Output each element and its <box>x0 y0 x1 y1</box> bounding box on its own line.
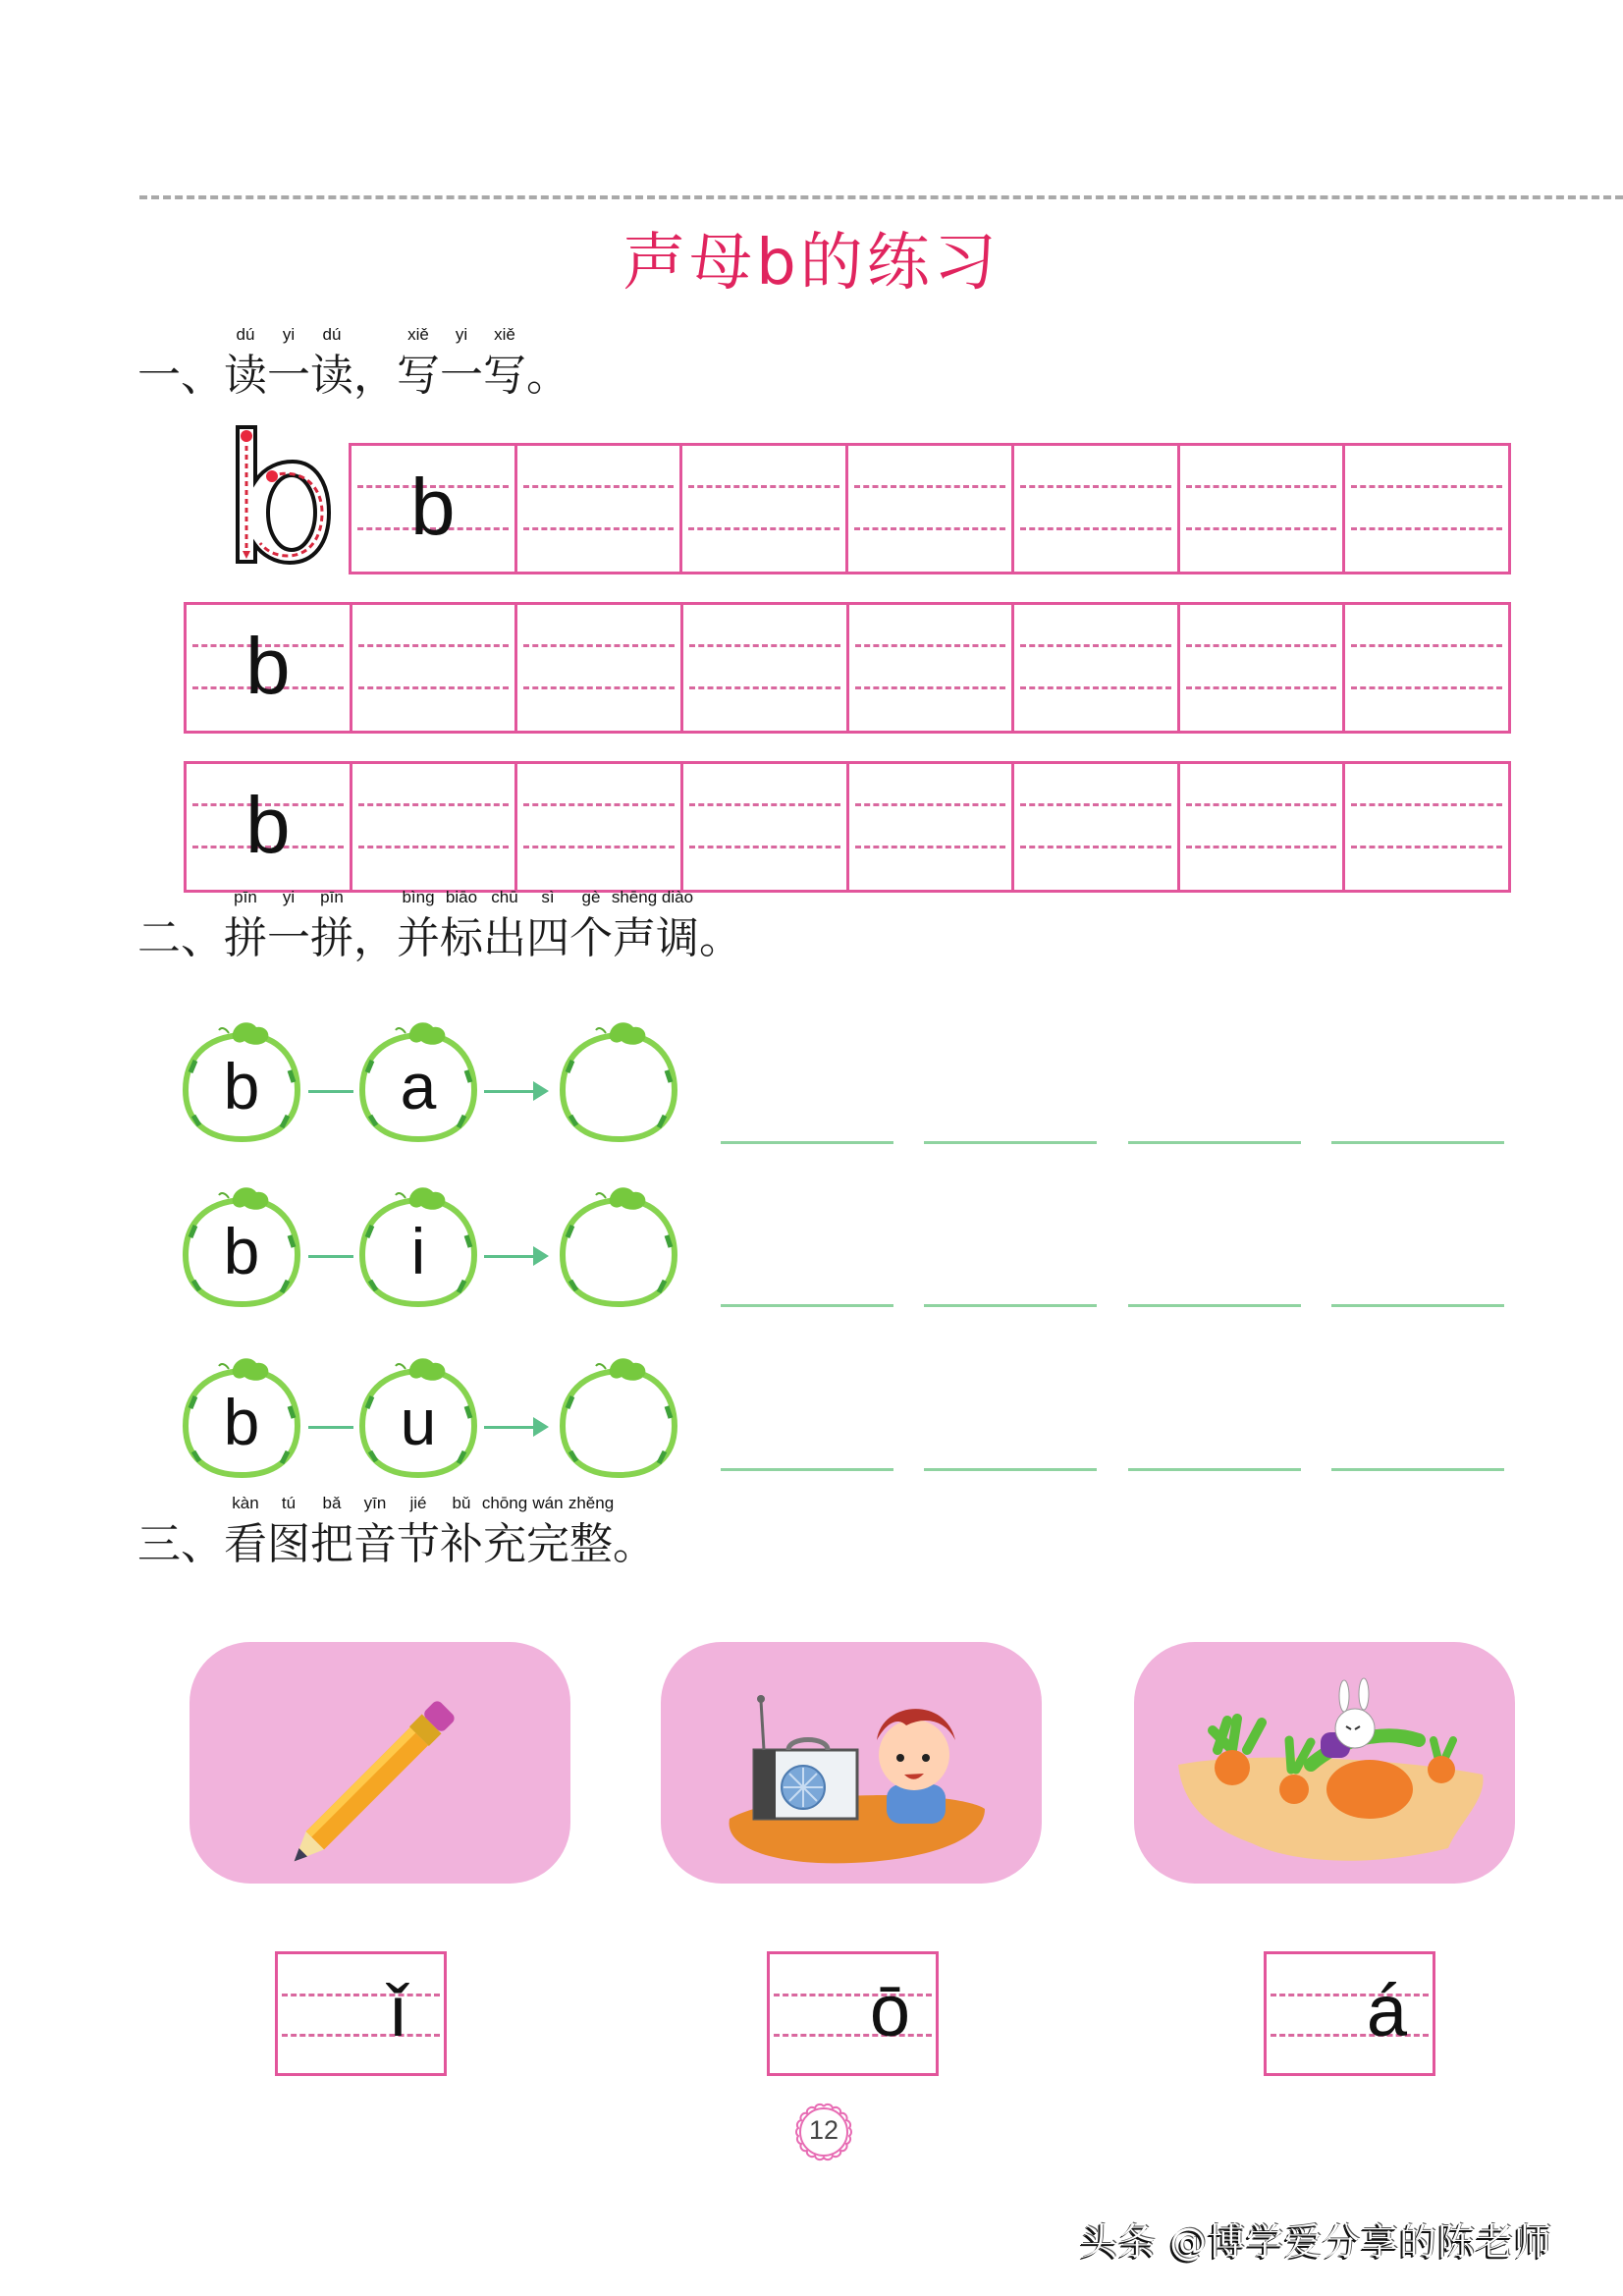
writing-cell[interactable] <box>1180 446 1346 572</box>
ruby-char: ， <box>353 351 397 401</box>
ruby-char: yi 一 <box>440 325 483 401</box>
writing-cell[interactable] <box>187 605 352 731</box>
top-dashed-rule <box>139 195 1623 199</box>
tone-answer-line-4[interactable] <box>1331 1304 1504 1307</box>
model-letter: b <box>410 463 456 552</box>
ruby-char: dú 读 <box>310 325 353 401</box>
tone-answer-line-3[interactable] <box>1128 1141 1301 1144</box>
ruby-char: gè 个 <box>569 888 613 963</box>
section-2-heading <box>137 888 742 966</box>
ruby-char: kàn 看 <box>224 1494 267 1569</box>
picture-card-radio <box>661 1642 1042 1884</box>
writing-cell[interactable] <box>848 446 1014 572</box>
section-3-heading <box>137 1494 656 1572</box>
section-number: 二、 <box>137 913 224 963</box>
melon-result[interactable] <box>559 1021 678 1144</box>
watermark: 头条 @博学爱分享的陈老师 <box>1080 2220 1553 2264</box>
tone-answer-line-3[interactable] <box>1128 1304 1301 1307</box>
melon-result[interactable] <box>559 1357 678 1480</box>
melon-final: i <box>358 1186 478 1309</box>
syllable-answer-box-3[interactable] <box>1264 1951 1435 2076</box>
melon-initial: b <box>182 1357 301 1480</box>
syllable-answer-box-1[interactable] <box>275 1951 447 2076</box>
tone-answer-line-2[interactable] <box>924 1141 1097 1144</box>
connector-line <box>308 1255 353 1258</box>
ruby-char: biāo 标 <box>440 888 483 963</box>
ruby-char: 。 <box>699 913 742 963</box>
melon-result[interactable] <box>559 1186 678 1309</box>
writing-cell[interactable] <box>1014 605 1180 731</box>
writing-cell[interactable] <box>1180 764 1346 890</box>
ruby-char: diào 调 <box>656 888 699 963</box>
writing-cell[interactable] <box>683 605 849 731</box>
writing-cell[interactable] <box>1345 446 1508 572</box>
syllable-answer-box-2[interactable] <box>767 1951 939 2076</box>
rabbit-carrot-icon <box>1134 1642 1515 1884</box>
section-number: 三、 <box>137 1519 224 1569</box>
given-vowel: á <box>1366 1970 1408 2051</box>
ruby-char: bìng 并 <box>397 888 440 963</box>
tone-answer-line-2[interactable] <box>924 1304 1097 1307</box>
tone-answer-line-1[interactable] <box>721 1468 893 1471</box>
writing-cell[interactable] <box>352 605 518 731</box>
ruby-char: zhěng 整 <box>568 1494 615 1569</box>
writing-cell[interactable] <box>849 764 1015 890</box>
ruby-char: 。 <box>613 1519 656 1569</box>
arrow-right-icon <box>484 1255 543 1258</box>
ruby-char: dú 读 <box>224 325 267 401</box>
ruby-char: xiě 写 <box>397 325 440 401</box>
writing-cell[interactable] <box>1345 605 1508 731</box>
ruby-char: yi 一 <box>267 888 310 963</box>
writing-cell[interactable] <box>517 764 683 890</box>
writing-cell[interactable] <box>352 764 518 890</box>
pencil-icon <box>189 1642 570 1884</box>
connector-line <box>308 1426 353 1429</box>
ruby-char: wán 完 <box>526 1494 569 1569</box>
picture-card-carrot <box>1134 1642 1515 1884</box>
ruby-char: 。 <box>526 351 569 401</box>
writing-cell[interactable] <box>682 446 848 572</box>
writing-cell[interactable] <box>1014 446 1180 572</box>
ruby-char: tú 图 <box>267 1494 310 1569</box>
tone-answer-line-1[interactable] <box>721 1141 893 1144</box>
ruby-char: chū 出 <box>483 888 526 963</box>
ruby-char: pīn 拼 <box>224 888 267 963</box>
tone-answer-line-3[interactable] <box>1128 1468 1301 1471</box>
writing-cell[interactable] <box>849 605 1015 731</box>
writing-cell[interactable] <box>517 446 683 572</box>
model-letter: b <box>245 781 291 870</box>
melon-initial: b <box>182 1186 301 1309</box>
ruby-char: sì 四 <box>526 888 569 963</box>
melon-final: a <box>358 1021 478 1144</box>
boy-radio-icon <box>661 1642 1042 1884</box>
writing-cell[interactable] <box>517 605 683 731</box>
section-number: 一、 <box>137 351 224 401</box>
writing-cell[interactable] <box>1014 764 1180 890</box>
tone-answer-line-1[interactable] <box>721 1304 893 1307</box>
writing-cell[interactable] <box>352 446 517 572</box>
page-title: 声母b的练习 <box>622 227 1001 300</box>
writing-grid-row-2 <box>184 602 1511 734</box>
page-number: 12 <box>808 2115 839 2145</box>
arrow-right-icon <box>484 1426 543 1429</box>
writing-grid-row-3 <box>184 761 1511 893</box>
section-1-heading <box>137 325 569 404</box>
ruby-char: shēng 声 <box>611 888 658 963</box>
writing-cell[interactable] <box>187 764 352 890</box>
melon-final: u <box>358 1357 478 1480</box>
model-letter: b <box>245 622 291 711</box>
ruby-char: bǔ 补 <box>440 1494 483 1569</box>
given-vowel: ō <box>869 1970 911 2051</box>
ruby-char: yi 一 <box>267 325 310 401</box>
connector-line <box>308 1090 353 1093</box>
ruby-char: pīn 拼 <box>310 888 353 963</box>
ruby-char: bǎ 把 <box>310 1494 353 1569</box>
stroke-order-b-icon <box>221 417 339 570</box>
writing-cell[interactable] <box>683 764 849 890</box>
arrow-right-icon <box>484 1090 543 1093</box>
given-vowel: ǐ <box>390 1970 406 2051</box>
page-number-badge <box>793 2102 854 2162</box>
ruby-char: jié 节 <box>397 1494 440 1569</box>
tone-answer-line-4[interactable] <box>1331 1468 1504 1471</box>
tone-answer-line-4[interactable] <box>1331 1141 1504 1144</box>
ruby-char: ， <box>353 913 397 963</box>
writing-cell[interactable] <box>1180 605 1346 731</box>
ruby-char: xiě 写 <box>483 325 526 401</box>
picture-card-pencil <box>189 1642 570 1884</box>
ruby-char: yīn 音 <box>353 1494 397 1569</box>
writing-grid-row-1 <box>349 443 1511 574</box>
tone-answer-line-2[interactable] <box>924 1468 1097 1471</box>
melon-initial: b <box>182 1021 301 1144</box>
ruby-char: chōng 充 <box>481 1494 528 1569</box>
writing-cell[interactable] <box>1345 764 1508 890</box>
